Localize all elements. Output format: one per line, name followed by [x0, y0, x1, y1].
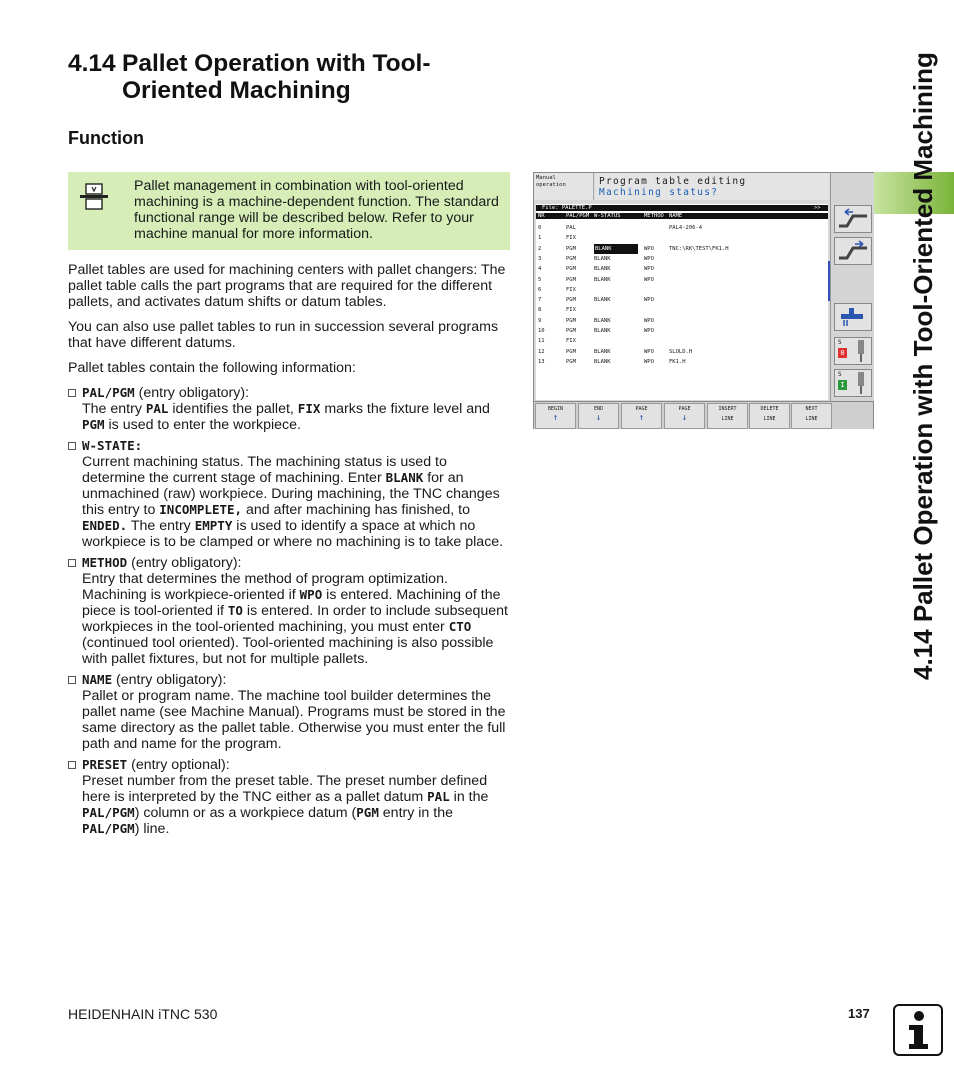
softkey[interactable]: INSERT LINE	[707, 403, 748, 429]
list-item-pal-pgm: PAL/PGM (entry obligatory): The entry PAL identifies the pallet, FIX marks the fixture level and PGM is used to enter the workpiece.	[68, 385, 513, 433]
softkey[interactable]: BEGIN ↑	[535, 403, 576, 429]
spindle-start-softkey[interactable]: S I	[834, 369, 872, 397]
table-cell: WPO	[644, 348, 654, 355]
note-text: Pallet management in combination with tool-oriented machining is a machine-dependent function. The standard functional range will be described below. Refer to your machine manual for more information.	[134, 178, 499, 242]
table-cell: PAL4-206-4	[669, 225, 703, 231]
info-icon	[893, 1004, 943, 1056]
table-cell: FIX	[566, 286, 576, 293]
machine-manual-icon	[78, 182, 110, 214]
machine-note-box	[68, 172, 510, 250]
softkey[interactable]: END ↓	[578, 403, 619, 429]
softkey[interactable]: NEXT LINE	[791, 403, 832, 429]
table-cell: PGM	[566, 276, 576, 283]
bullet-icon	[68, 559, 76, 567]
arrow-up-icon: ↑	[552, 413, 559, 423]
paragraph: Pallet tables are used for machining centers with pallet changers: The pallet table calls the part programs that are required for the different pallets, and activates datum shifts or datum tables.	[68, 262, 506, 310]
tnc-screenshot	[533, 172, 874, 429]
table-row[interactable]	[536, 285, 828, 295]
path-right-icon	[835, 238, 871, 264]
table-cell: PGM	[566, 358, 576, 365]
table-cell: PGM	[566, 297, 576, 304]
table-cell: BLANK	[594, 297, 611, 304]
softkey[interactable]: DELETE LINE	[749, 403, 790, 429]
bullet-icon	[68, 442, 76, 450]
table-cell: BLANK	[594, 358, 611, 365]
table-cell: PAL	[566, 225, 576, 231]
softkey-bar	[534, 401, 873, 429]
table-cell: WPO	[644, 266, 654, 273]
title-line-2: Oriented Machining	[122, 77, 351, 104]
table-cell: 5	[538, 276, 542, 283]
operating-mode: Manual operation	[534, 173, 594, 200]
paragraph: You can also use pallet tables to run in succession several programs that have different datums.	[68, 319, 499, 351]
table-row[interactable]	[536, 295, 828, 305]
table-cell: 12	[538, 348, 545, 355]
list-item-method: METHOD (entry obligatory): Entry that determines the method of program optimization. Machining is workpiece-oriented if WPO is entered. Machining of the piece is tool-oriented if TO is entered. In order to include subsequent workpieces in the tool-oriented machining, you must enter CTO (continued tool oriented). Tool-oriented machining is also possible with pallet fixtures, but not for multiple pallets.	[68, 555, 513, 667]
table-cell: 1	[538, 235, 542, 242]
table-cell: FIX	[566, 307, 576, 314]
table-row[interactable]	[536, 305, 828, 315]
table-cell: 3	[538, 255, 542, 262]
arrow-down-icon: ↓	[595, 413, 602, 423]
table-cell: 6	[538, 286, 542, 293]
table-cell: 8	[538, 307, 542, 314]
arrow-up-icon: ↑	[638, 413, 645, 423]
screen-header-line1: Program table editing	[599, 176, 747, 187]
page-number: 137	[848, 1006, 870, 1021]
table-cell: PGM	[566, 266, 576, 273]
coolant-icon	[835, 304, 871, 330]
table-cell: FIX	[566, 338, 576, 345]
bullet-icon	[68, 761, 76, 769]
table-row[interactable]	[536, 264, 828, 274]
screen-header-line2: Machining status?	[599, 187, 719, 198]
table-cell: BLANK	[594, 244, 638, 254]
table-cell: WPO	[644, 328, 654, 334]
table-cell: WPO	[644, 245, 654, 252]
table-cell: WPO	[644, 297, 654, 304]
running-header	[880, 40, 950, 700]
table-cell: FIX	[566, 235, 576, 242]
softkey[interactable]: PAGE ↓	[664, 403, 705, 429]
list-item-preset: PRESET (entry optional): Preset number from the preset table. The preset number defined here is interpreted by the TNC either as a pallet datum PAL in the PAL/PGM) column or as a workpiece datum (PGM entry in the PAL/PGM) line.	[68, 757, 513, 837]
table-cell: 7	[538, 297, 542, 304]
table-cell: 0	[538, 225, 542, 231]
coolant-softkey[interactable]	[834, 303, 872, 331]
bullet-icon	[68, 676, 76, 684]
table-cell: BLANK	[594, 348, 611, 355]
table-cell: PGM	[566, 348, 576, 355]
table-cell: 11	[538, 338, 545, 345]
table-header: NR PAL/PGM W-STATUS METHOD NAME	[536, 213, 828, 219]
table-cell: FK1.H	[669, 358, 686, 365]
title-line-1: Pallet Operation with Tool-	[122, 50, 431, 77]
table-cell: PGM	[566, 255, 576, 262]
table-row[interactable]	[536, 316, 828, 326]
screen-header	[595, 173, 829, 200]
table-cell: SLOLD.H	[669, 348, 693, 355]
table-cell: BLANK	[594, 255, 611, 262]
file-bar: File: PALETTE.P >>	[536, 205, 828, 211]
pallet-table	[536, 204, 828, 400]
spindle-icon	[853, 340, 869, 362]
paragraph: Pallet tables contain the following information:	[68, 360, 356, 376]
table-cell: 2	[538, 245, 542, 252]
table-row[interactable]	[536, 357, 828, 367]
table-row[interactable]	[536, 233, 828, 243]
running-header-text: 4.14 Pallet Operation with Tool-Oriented Machining	[908, 52, 938, 680]
table-row[interactable]	[536, 244, 828, 254]
bullet-icon	[68, 389, 76, 397]
side-softkey-2[interactable]	[834, 237, 872, 265]
table-cell: 10	[538, 328, 545, 334]
table-cell: BLANK	[594, 328, 611, 334]
list-item-name: NAME (entry obligatory): Pallet or program name. The machine tool builder determines the pallet name (see Machine Manual). Programs must be stored in the same directory as the pallet table. Otherwise you must enter the full path and name for the program.	[68, 672, 513, 752]
side-softkey-1[interactable]	[834, 205, 872, 233]
table-cell: PGM	[566, 245, 576, 252]
path-left-icon	[835, 206, 871, 232]
spindle-stop-softkey[interactable]: S 0	[834, 337, 872, 365]
table-cell: PGM	[566, 317, 576, 324]
list-item-w-state: W-STATE: Current machining status. The machining status is used to determine the current stage of machining. Enter BLANK for an unmachined (raw) workpiece. During machining, the TNC changes this entry to INCOMPLETE, and after machining has finished, to ENDED. The entry EMPTY is used to identify a space at which no workpiece is to be clamped or where no machining is to take place.	[68, 438, 513, 550]
table-row[interactable]	[536, 336, 828, 346]
table-cell: TNC:\RK\TEST\FK1.H	[669, 245, 729, 252]
table-cell: PGM	[566, 328, 576, 334]
table-cell: WPO	[644, 358, 654, 365]
table-row[interactable]	[536, 275, 828, 285]
table-cell: 13	[538, 358, 545, 365]
table-cell: BLANK	[594, 317, 611, 324]
table-cell: BLANK	[594, 276, 611, 283]
table-row[interactable]	[536, 326, 828, 336]
body-text	[68, 262, 513, 842]
table-cell: BLANK	[594, 266, 611, 273]
page-title	[68, 50, 431, 104]
footer-product: HEIDENHAIN iTNC 530	[68, 1006, 218, 1022]
side-softkeys	[830, 173, 874, 401]
table-row[interactable]	[536, 347, 828, 357]
table-cell: WPO	[644, 317, 654, 324]
spindle-icon	[853, 372, 869, 394]
table-cell: WPO	[644, 276, 654, 283]
section-heading: Function	[68, 128, 144, 148]
softkey[interactable]: PAGE ↑	[621, 403, 662, 429]
table-row[interactable]	[536, 254, 828, 264]
table-row[interactable]	[536, 223, 828, 233]
section-number: 4.14	[68, 50, 116, 77]
arrow-down-icon: ↓	[681, 413, 688, 423]
table-cell: 4	[538, 266, 542, 273]
table-cell: WPO	[644, 255, 654, 262]
table-cell: 9	[538, 317, 542, 324]
